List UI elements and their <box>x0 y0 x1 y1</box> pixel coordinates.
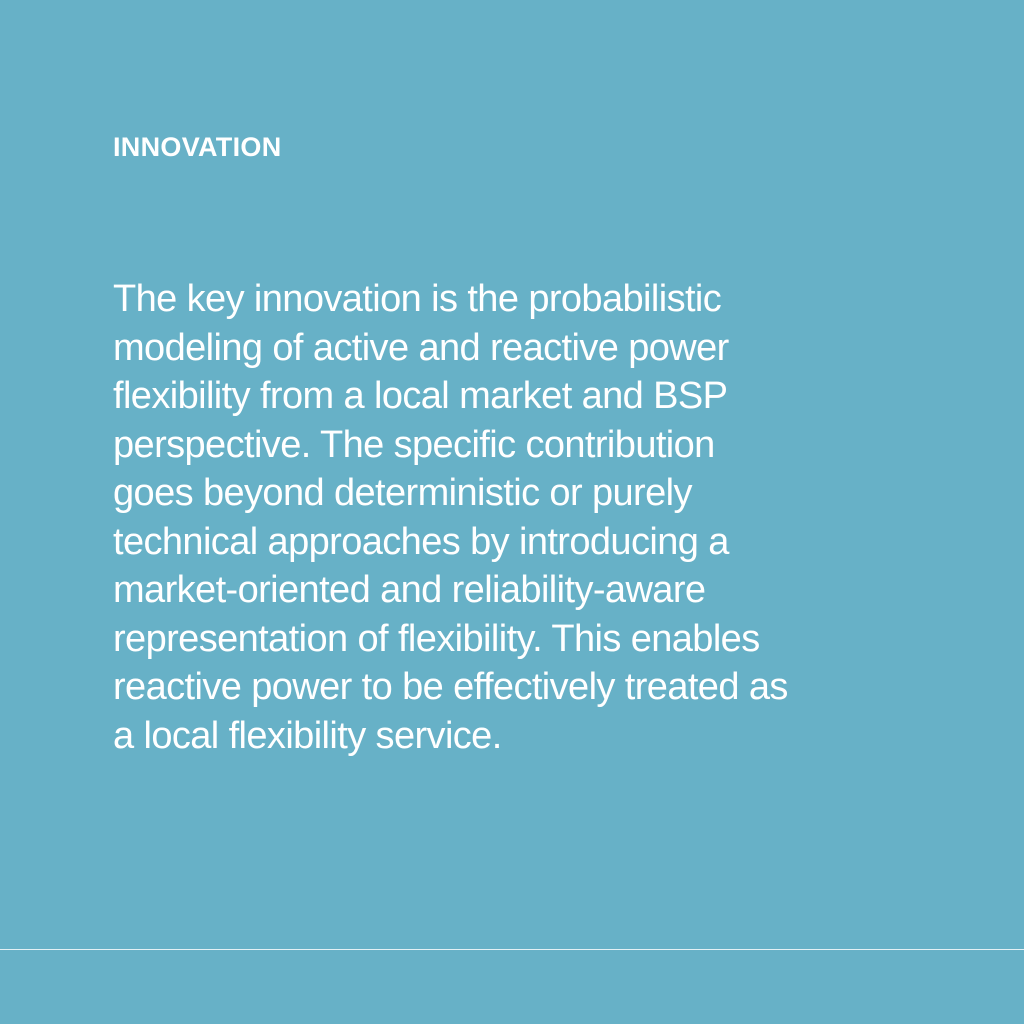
body-line: representation of flexibility. This enables <box>113 617 760 660</box>
body-line: technical approaches by introducing a <box>113 520 729 563</box>
body-line: reactive power to be effectively treated as <box>113 666 788 708</box>
body-line: perspective. The specific contribution <box>113 423 715 466</box>
body-line: market-oriented and reliability-aware <box>113 569 706 611</box>
body-line: The key innovation is the probabilistic <box>113 278 722 320</box>
body-line: flexibility from a local market and BSP <box>113 375 728 417</box>
body-paragraph <box>113 275 923 760</box>
body-line: a local flexibility service. <box>113 714 502 757</box>
body-line: modeling of active and reactive power <box>113 326 729 369</box>
body-line: goes beyond deterministic or purely <box>113 472 692 514</box>
bottom-divider <box>0 949 1024 950</box>
section-label: INNOVATION <box>113 132 282 162</box>
